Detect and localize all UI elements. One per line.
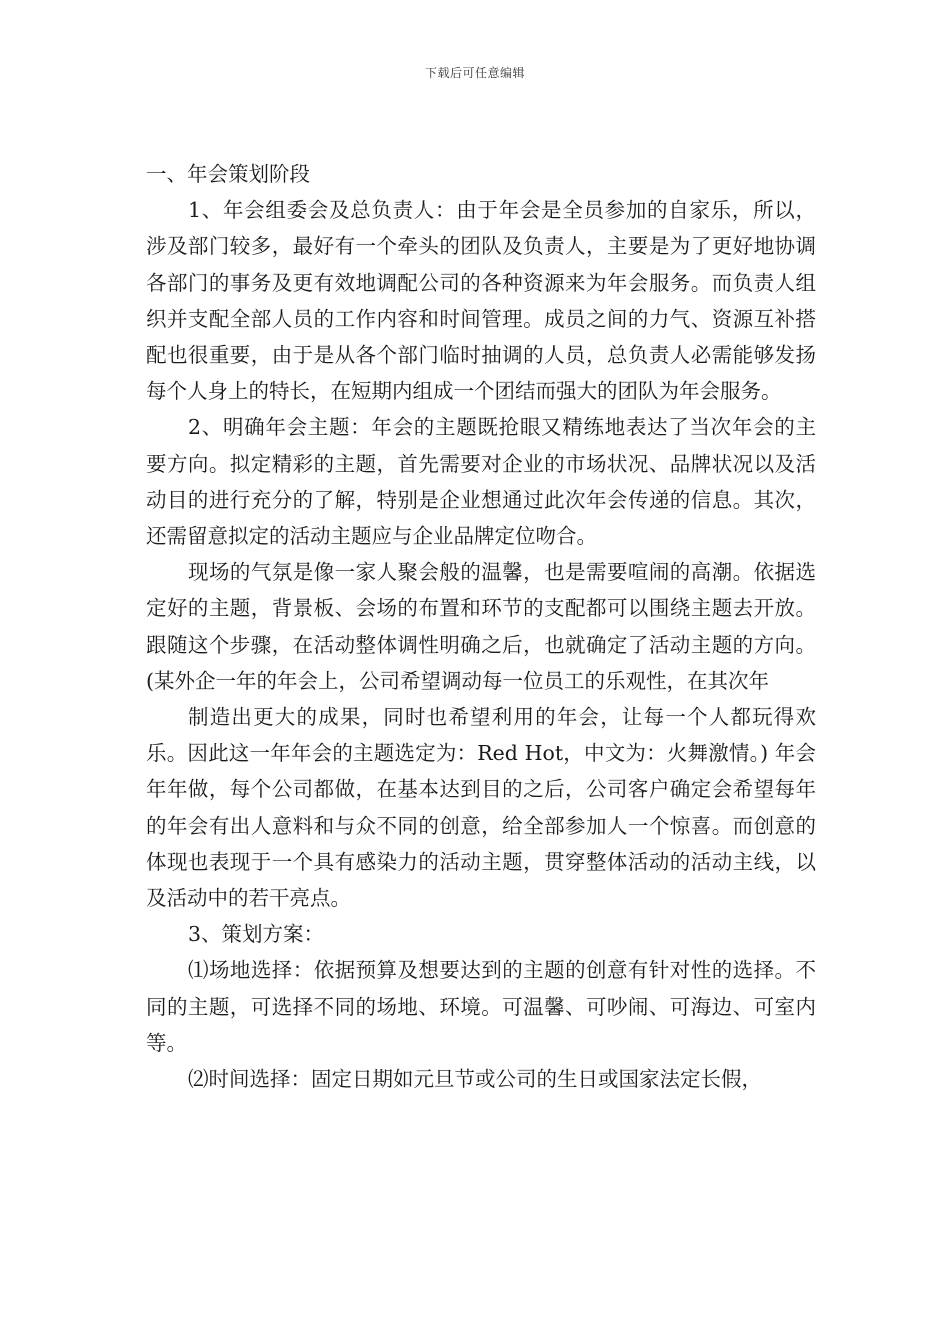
paragraph-creativity: 制造出更大的成果，同时也希望利用的年会，让每一个人都玩得欢乐。因此这一年年会的主题选定为：Red Hot，中文为：火舞激情。) 年会年年做，每个公司都做，在基本达到目的之后，公司客户确定会希望每年的年会有出人意料和与众不同的创意，给全部参加人一个惊喜。而创意的体现也表现于一个具有感染力的活动主题，贯穿整体活动的活动主线，以及活动中的若干亮点。 xyxy=(146,705,816,911)
paragraph-time: ⑵时间选择：固定日期如元旦节或公司的生日或国家法定长假， xyxy=(188,1067,762,1092)
section-title: 一、年会策划阶段 xyxy=(146,162,310,186)
document-body xyxy=(146,156,816,1097)
paragraph-atmosphere: 现场的气氛是像一家人聚会般的温馨，也是需要喧闹的高潮。依据选定好的主题，背景板、会场的布置和环节的支配都可以围绕主题去开放。跟随这个步骤，在活动整体调性明确之后，也就确定了活动主题的方向。(某外企一年的年会上，公司希望调动每一位员工的乐观性，在其次年 xyxy=(146,560,816,693)
paragraph-committee: 1、年会组委会及总负责人：由于年会是全员参加的自家乐，所以，涉及部门较多，最好有一个牵头的团队及负责人，主要是为了更好地协调各部门的事务及更有效地调配公司的各种资源来为年会服务。而负责人组织并支配全部人员的工作内容和时间管理。成员之间的力气、资源互补搭配也很重要，由于是从各个部门临时抽调的人员，总负责人必需能够发扬每个人身上的特长，在短期内组成一个团结而强大的团队为年会服务。 xyxy=(146,198,816,404)
page-header: 下载后可任意编辑 xyxy=(424,66,525,80)
paragraph-theme: 2、明确年会主题：年会的主题既抢眼又精练地表达了当次年会的主要方向。拟定精彩的主题，首先需要对企业的市场状况、品牌状况以及活动目的进行充分的了解，特别是企业想通过此次年会传递的信息。其次，还需留意拟定的活动主题应与企业品牌定位吻合。 xyxy=(146,415,816,549)
paragraph-venue: ⑴场地选择：依据预算及想要达到的主题的创意有针对性的选择。不同的主题，可选择不同的场地、环境。可温馨、可吵闹、可海边、可室内等。 xyxy=(146,958,816,1055)
paragraph-plan-heading: 3、策划方案： xyxy=(188,922,325,947)
